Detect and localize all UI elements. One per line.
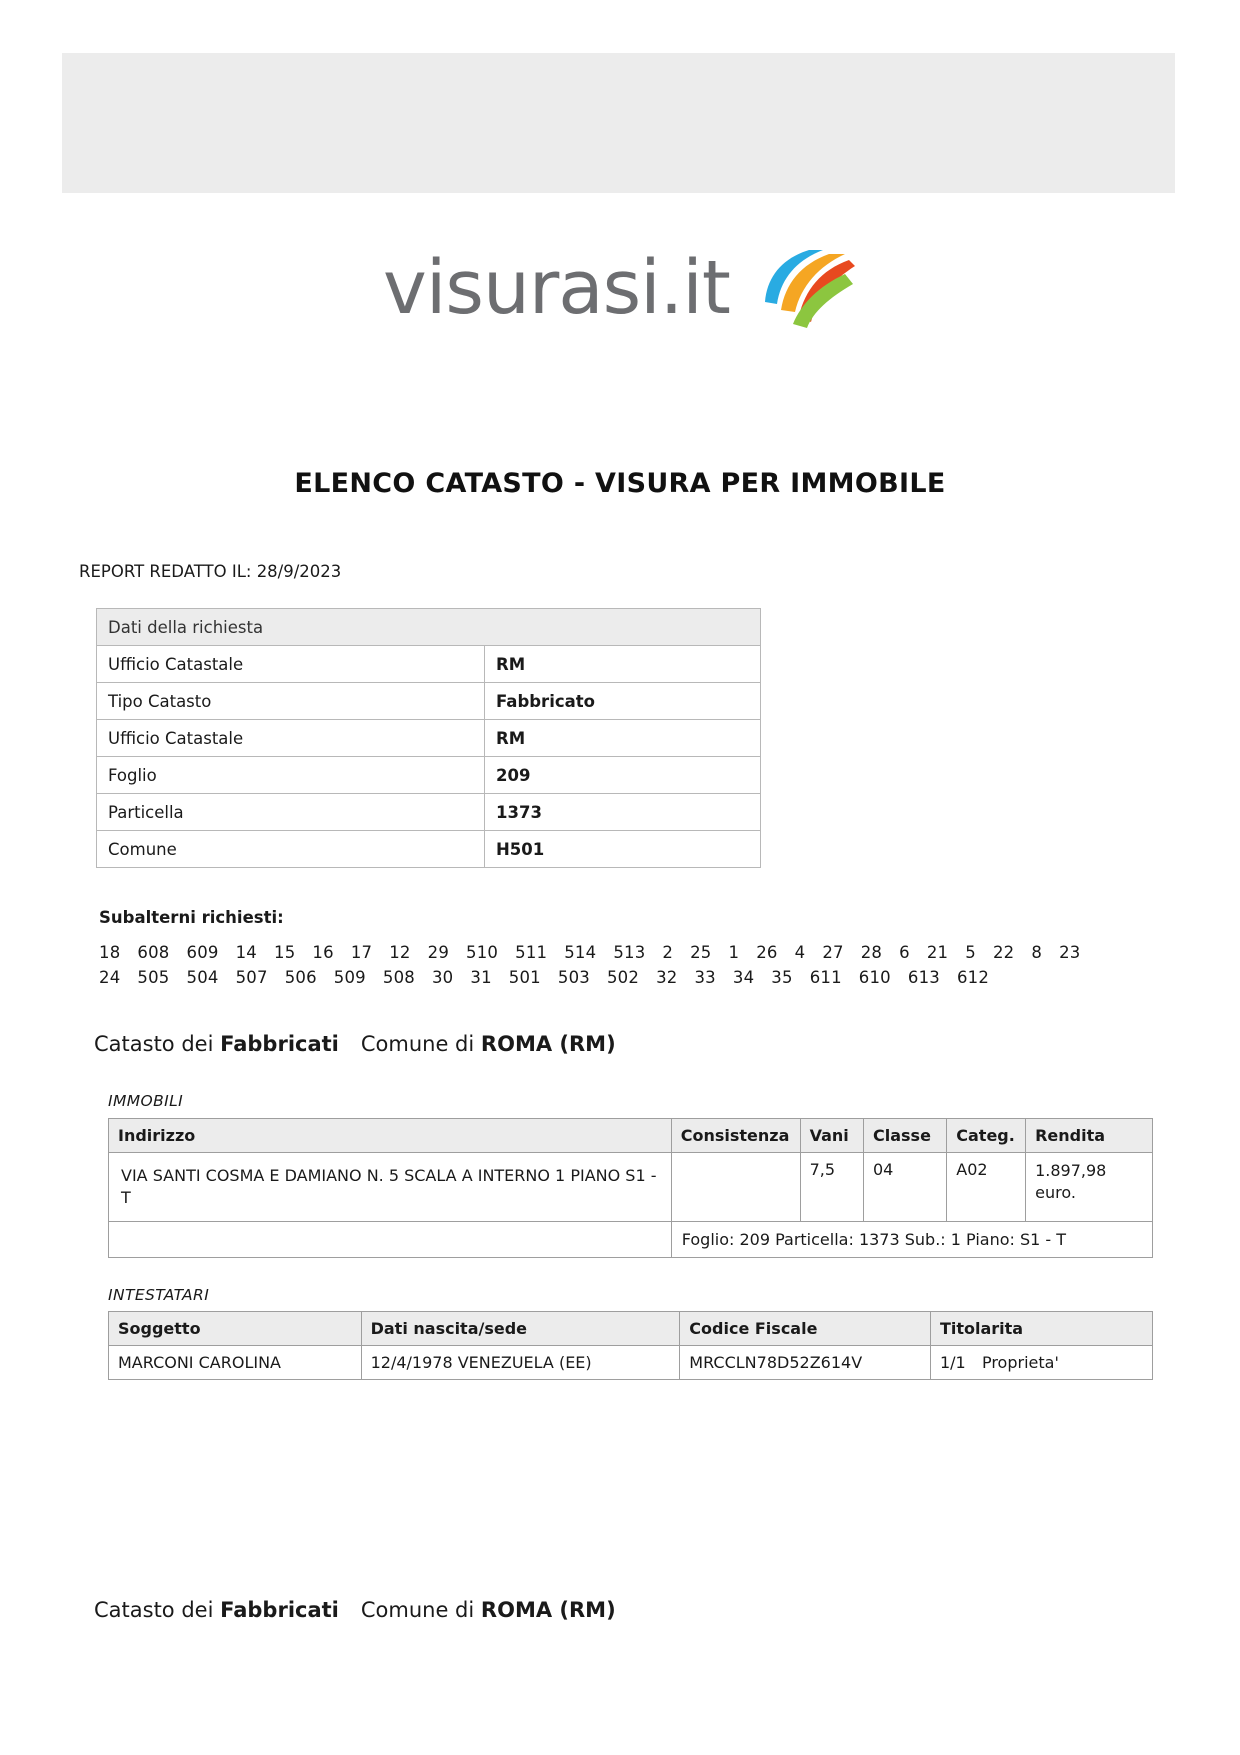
subalterno-value: 502 — [606, 968, 640, 987]
subalterno-value: 29 — [427, 943, 450, 962]
table-row — [109, 1153, 1153, 1222]
subalterno-value: 35 — [771, 968, 793, 987]
immobili-table — [108, 1118, 1153, 1258]
subalterno-value: 613 — [907, 968, 940, 987]
table-header-row — [109, 1119, 1153, 1153]
row-value: RM — [485, 720, 761, 757]
subalterno-value: 28 — [860, 943, 883, 962]
cadastre-heading-2 — [94, 1598, 616, 1622]
row-value: Fabbricato — [485, 683, 761, 720]
subalterno-value: 609 — [186, 943, 219, 962]
subalterno-value: 8 — [1031, 943, 1043, 962]
col-consistenza: Consistenza — [671, 1119, 800, 1153]
row-value: 209 — [485, 757, 761, 794]
cadastre-comune: ROMA (RM) — [480, 1598, 616, 1622]
col-vani: Vani — [800, 1119, 863, 1153]
cadastre-prefix: Catasto dei — [94, 1598, 214, 1622]
subalterno-value: 25 — [690, 943, 712, 962]
subalterno-value: 4 — [794, 943, 806, 962]
subalterno-value: 508 — [382, 968, 415, 987]
col-indirizzo: Indirizzo — [109, 1119, 672, 1153]
subalterno-value: 21 — [926, 943, 949, 962]
cadastre-comune: ROMA (RM) — [480, 1032, 616, 1056]
row-value: H501 — [485, 831, 761, 868]
report-date: REPORT REDATTO IL: 28/9/2023 — [79, 562, 342, 581]
col-classe: Classe — [864, 1119, 947, 1153]
row-label: Particella — [97, 794, 485, 831]
cell-indirizzo: VIA SANTI COSMA E DAMIANO N. 5 SCALA A INTERNO 1 PIANO S1 - T — [109, 1153, 672, 1222]
cadastre-middle: Comune di — [360, 1032, 475, 1056]
subalterno-value: 31 — [470, 968, 492, 987]
cell-classe: 04 — [864, 1153, 947, 1222]
table-row — [97, 609, 761, 646]
table-row — [97, 720, 761, 757]
table-header-row — [109, 1312, 1153, 1346]
table-row — [97, 794, 761, 831]
logo-text: visurasi.it — [383, 245, 730, 331]
site-logo — [0, 240, 1240, 336]
cadastre-type: Fabbricati — [220, 1032, 339, 1056]
table-row — [109, 1346, 1153, 1380]
subalterno-value: 27 — [822, 943, 844, 962]
subalterno-value: 12 — [389, 943, 411, 962]
col-titolarita: Titolarita — [930, 1312, 1152, 1346]
cell-vani: 7,5 — [800, 1153, 863, 1222]
subalterno-value: 514 — [564, 943, 597, 962]
cell-quota: 1/1 — [939, 1353, 966, 1372]
row-label: Ufficio Catastale — [97, 646, 485, 683]
subalterno-value: 14 — [235, 943, 257, 962]
col-rendita: Rendita — [1026, 1119, 1153, 1153]
subalterno-value: 510 — [466, 943, 499, 962]
subalterno-value: 610 — [858, 968, 891, 987]
subalterno-value: 511 — [515, 943, 548, 962]
row-label: Tipo Catasto — [97, 683, 485, 720]
immobili-section-label: IMMOBILI — [108, 1092, 184, 1110]
cell-spacer — [109, 1222, 672, 1258]
subalterno-value: 505 — [137, 968, 170, 987]
subalterno-value: 16 — [312, 943, 334, 962]
cell-soggetto: MARCONI CAROLINA — [109, 1346, 362, 1380]
col-soggetto: Soggetto — [109, 1312, 362, 1346]
subalterno-value: 1 — [728, 943, 740, 962]
subalterni-title: Subalterni richiesti: — [99, 908, 284, 927]
cell-titolo: Proprieta' — [981, 1353, 1059, 1372]
row-value: 1373 — [485, 794, 761, 831]
request-data-table — [96, 608, 761, 868]
cell-consistenza — [671, 1153, 800, 1222]
row-label: Ufficio Catastale — [97, 720, 485, 757]
row-value: RM — [485, 646, 761, 683]
subalterno-value: 15 — [274, 943, 296, 962]
table-row — [109, 1222, 1153, 1258]
header-band — [62, 53, 1175, 193]
subalterno-value: 30 — [431, 968, 454, 987]
subalterno-value: 6 — [899, 943, 910, 962]
subalterno-value: 503 — [557, 968, 590, 987]
intestatari-table — [108, 1311, 1153, 1380]
subalterno-value: 506 — [284, 968, 317, 987]
subalterno-value: 26 — [756, 943, 778, 962]
page-title: ELENCO CATASTO - VISURA PER IMMOBILE — [294, 468, 946, 499]
subalterno-value: 18 — [99, 943, 121, 962]
subalterno-value: 509 — [333, 968, 366, 987]
subalterno-value: 5 — [965, 943, 976, 962]
col-codice-fiscale: Codice Fiscale — [680, 1312, 931, 1346]
col-categ: Categ. — [947, 1119, 1026, 1153]
cell-dati-nascita: 12/4/1978 VENEZUELA (EE) — [361, 1346, 680, 1380]
subalterno-value: 608 — [137, 943, 170, 962]
table-row — [97, 683, 761, 720]
cell-codice-fiscale: MRCCLN78D52Z614V — [680, 1346, 931, 1380]
cadastre-prefix: Catasto dei — [94, 1032, 214, 1056]
subalterno-value: 612 — [956, 968, 990, 987]
subalterni-list — [99, 940, 1119, 990]
cell-titolarita — [930, 1346, 1152, 1380]
table-row — [97, 831, 761, 868]
row-label: Comune — [97, 831, 485, 868]
subalterno-value: 24 — [99, 968, 121, 987]
table-row — [97, 757, 761, 794]
request-table-header: Dati della richiesta — [97, 609, 761, 646]
cell-rendita: 1.897,98 euro. — [1026, 1153, 1153, 1222]
subalterno-value: 22 — [992, 943, 1015, 962]
subalterno-value: 501 — [508, 968, 541, 987]
subalterno-value: 23 — [1059, 943, 1081, 962]
cell-categ: A02 — [947, 1153, 1026, 1222]
subalterno-value: 611 — [809, 968, 842, 987]
subalterno-value: 504 — [186, 968, 219, 987]
row-label: Foglio — [97, 757, 485, 794]
subalterno-value: 32 — [656, 968, 678, 987]
table-row — [97, 646, 761, 683]
subalterno-value: 2 — [662, 943, 674, 962]
cadastre-type: Fabbricati — [220, 1598, 339, 1622]
subalterno-value: 513 — [613, 943, 646, 962]
cell-detail: Foglio: 209 Particella: 1373 Sub.: 1 Piano: S1 - T — [671, 1222, 1152, 1258]
subalterno-value: 33 — [694, 968, 716, 987]
intestatari-section-label: INTESTATARI — [108, 1286, 210, 1304]
subalterno-value: 34 — [732, 968, 755, 987]
subalterno-value: 17 — [350, 943, 373, 962]
cadastre-middle: Comune di — [360, 1598, 475, 1622]
visurasi-logo-icon — [749, 242, 857, 338]
subalterno-value: 507 — [235, 968, 268, 987]
col-dati-nascita: Dati nascita/sede — [361, 1312, 680, 1346]
cadastre-heading-1 — [94, 1032, 616, 1056]
